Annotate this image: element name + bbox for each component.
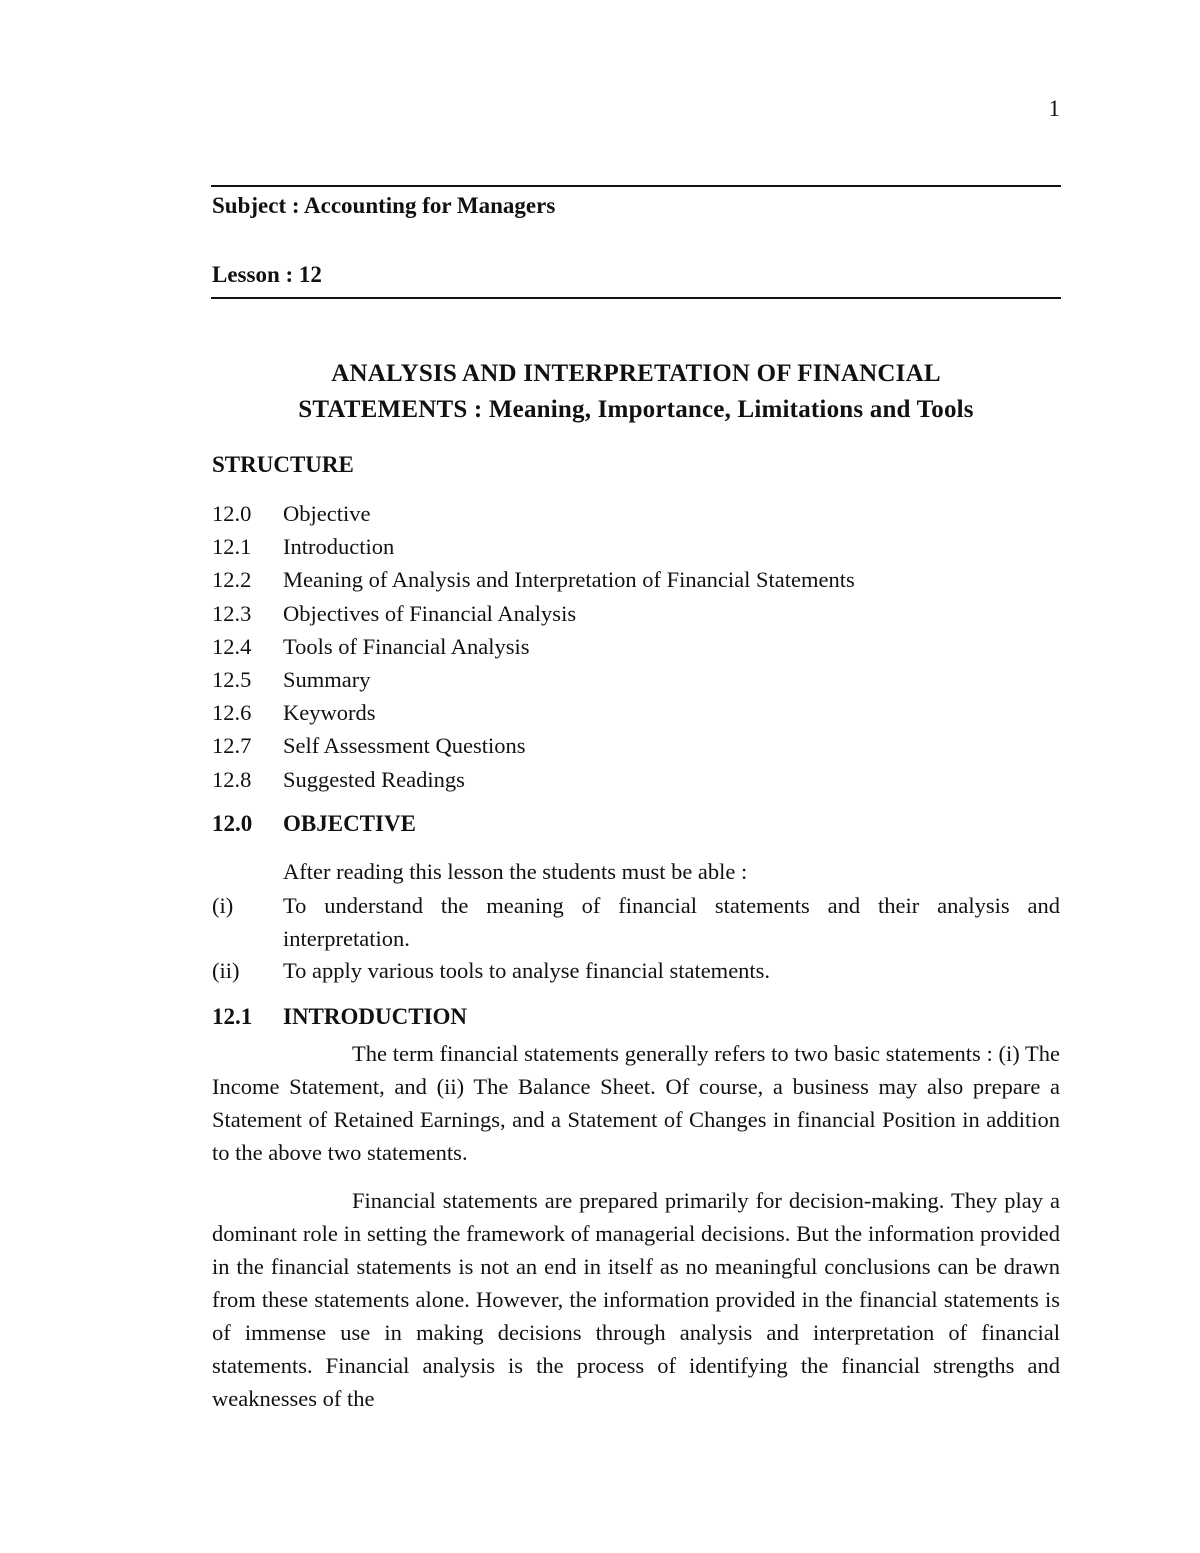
paragraph-text: Financial statements are prepared primarily for decision-making. They play a dominant role in setting the framework of managerial decisions. But the information provided in the financial statements is not an end in itself as no meaningful conclusions can be drawn from these statements alone. However, the information provided in the financial statements is of immense use in making decisions through analysis and interpretation of financial statements. Financial analysis is the process of identifying the financial strengths and weaknesses of the: [212, 1188, 1060, 1411]
structure-item-number: 12.7: [212, 733, 252, 759]
structure-item-number: 12.1: [212, 534, 252, 560]
structure-item-text: Introduction: [283, 534, 395, 560]
structure-item-text: Suggested Readings: [283, 766, 465, 792]
structure-item-text: Keywords: [283, 700, 376, 726]
section-number: 12.0: [212, 811, 253, 836]
structure-item-text: Meaning of Analysis and Interpretation of Financial Statements: [283, 567, 855, 593]
objective-intro: After reading this lesson the students must be able :: [283, 859, 748, 884]
objective-point-marker: (ii): [212, 958, 240, 983]
introduction-paragraph-2: [212, 1184, 1060, 1415]
structure-list: [212, 497, 1060, 796]
structure-item: [212, 663, 1060, 696]
structure-item: [212, 729, 1060, 762]
section-number: 12.1: [212, 1004, 253, 1029]
objective-point-text: To understand the meaning of financial statements and their analysis and: [283, 893, 1060, 918]
structure-item: [212, 530, 1060, 563]
structure-item: [212, 563, 1060, 596]
structure-item-text: Summary: [283, 666, 371, 692]
structure-item-number: 12.8: [212, 766, 252, 792]
lesson-line: Lesson : 12: [212, 262, 322, 287]
structure-item-text: Self Assessment Questions: [283, 733, 526, 759]
structure-heading: STRUCTURE: [212, 452, 354, 477]
structure-item-number: 12.6: [212, 700, 252, 726]
structure-item-number: 12.5: [212, 666, 252, 692]
structure-item: [212, 696, 1060, 729]
page-number: 1: [1048, 96, 1060, 121]
lesson-title-line-1: ANALYSIS AND INTERPRETATION OF FINANCIAL: [331, 360, 941, 387]
header-bottom-rule: [211, 297, 1061, 299]
objective-point-text-continued: interpretation.: [283, 926, 410, 951]
structure-item-text: Tools of Financial Analysis: [283, 633, 530, 659]
section-title: OBJECTIVE: [283, 811, 416, 836]
section-title: INTRODUCTION: [283, 1004, 468, 1029]
structure-item-text: Objective: [283, 501, 371, 526]
structure-item-number: 12.0: [212, 501, 252, 526]
objective-point-marker: (i): [212, 893, 234, 918]
structure-item-number: 12.2: [212, 567, 252, 593]
structure-item: [212, 497, 1060, 530]
paragraph-text: The term financial statements generally refers to two basic statements : (i) The Income Statement, and (ii) The Balance Sheet. Of course, a business may also prepare a Statement of Retained Earnings, and a Statement of Changes in financial Position in addition to the above two statements.: [212, 1041, 1060, 1165]
objective-point-text: To apply various tools to analyse financial statements.: [283, 958, 771, 983]
header-top-rule: [211, 185, 1061, 187]
introduction-paragraph-1: [212, 1037, 1060, 1169]
lesson-title-line-2: STATEMENTS : Meaning, Importance, Limitations and Tools: [298, 396, 974, 423]
structure-item: [212, 597, 1060, 630]
structure-item-text: Objectives of Financial Analysis: [283, 600, 577, 626]
subject-line: Subject : Accounting for Managers: [212, 193, 556, 218]
structure-item-number: 12.4: [212, 633, 252, 659]
structure-item: [212, 763, 1060, 796]
structure-item: [212, 630, 1060, 663]
structure-item-number: 12.3: [212, 600, 252, 626]
